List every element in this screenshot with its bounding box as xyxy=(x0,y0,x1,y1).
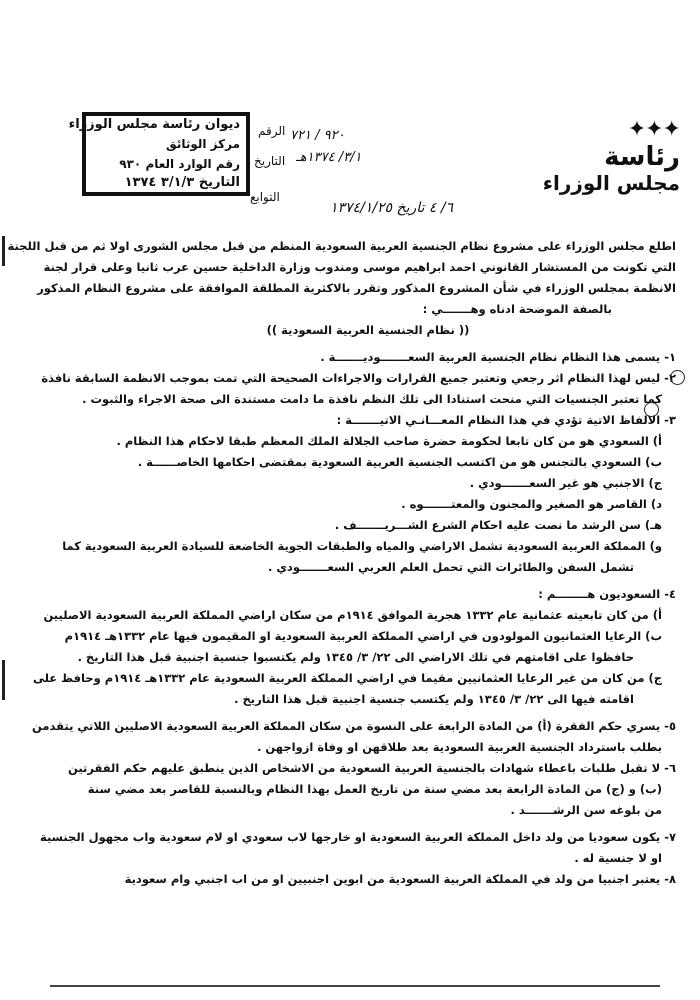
letterhead-name: مجلس الوزراء xyxy=(542,171,680,195)
text-line: د) القاصر هو الصغير والمجنون والمعتـــــــوه . xyxy=(401,497,662,511)
stamp-incoming-number: رقم الوارد العام ٩٣٠ xyxy=(119,156,240,171)
text-line: ج) الاجنبي هو غير السعـــــــودي . xyxy=(469,476,662,490)
text-line: او لا جنسية له . xyxy=(574,851,662,865)
text-line: ١- يسمى هذا النظام نظام الجنسية العربية السعـــــــوديـــــــة . xyxy=(320,350,676,364)
footer-rule xyxy=(50,985,660,987)
text-line: ج) من كان من غير الرعايا العثمانيين مقيما في اراضي المملكة العربية السعودية عام ١٣٣٢هـ ١٩١٤م وحافظ على xyxy=(32,671,662,685)
text-line: أ) من كان تابعيته عثمانية عام ١٣٣٢ هجرية الموافق ١٩١٤م من سكان اراضي المملكة العربية السعودية الاصليين xyxy=(43,608,662,622)
text-line: اقامته فيها الى ٢٢/ ٣/ ١٣٤٥ ولم يكتسب جنسية اجنبية قبل هذا التاريخ . xyxy=(234,692,634,706)
letterhead-top: رئاسة xyxy=(604,142,680,172)
text-line: ب) السعودي بالتجنس هو من اكتسب الجنسية العربية السعودية بمقتضى احكامها الخاصــــــة . xyxy=(137,455,662,469)
text-line: ٧- يكون سعوديا من ولد داخل المملكة العربية السعودية او خارجها لاب سعودي او لام سعودية واب مجهول الجنسية xyxy=(39,830,676,844)
page-edge-mark xyxy=(2,236,5,266)
text-line: ٢- ليس لهذا النظام اثر رجعي وتعتبر جميع القرارات والاجراءات الصحيحة التي تمت بموجب الانظمة السابقة نافذة xyxy=(41,371,676,385)
text-line: ٦- لا تقبل طلبات باعطاء شهادات بالجنسية العربية السعودية من الاشخاص الذين ينطبق عليهم حكم الفقرتين xyxy=(67,761,676,775)
text-line: (ب) و (ج) من المادة الرابعة بعد مضي سنة من تاريخ العمل بهذا النظام وبالنسبة للقاصر بعد مضي سنة xyxy=(87,782,662,796)
text-line: التي تكونت من المستشار القانوني احمد ابراهيم موسى ومندوب وزارة الداخلية حسين عرب ثانيا وعلى قرار لجنة xyxy=(43,260,676,274)
text-line: تشمل السفن والطائرات التي تحمل العلم العربي السعـــــــودي . xyxy=(268,560,634,574)
page-edge-mark xyxy=(2,660,5,700)
text-line: ٨- يعتبر اجنبيا من ولد في المملكة العربية السعودية من ابوين اجنبيين او من اب اجنبي وام سعودية xyxy=(124,872,676,886)
text-line: (( نظام الجنسية العربية السعودية )) xyxy=(266,323,470,337)
text-line: ٥- يسري حكم الفقرة (أ) من المادة الرابعة على النسوة من سكان المملكة العربية السعودية الاصليين اللاتي يتقدمن xyxy=(32,719,676,733)
stamp-subtitle: مركز الوثائق xyxy=(166,137,240,152)
text-line: و) المملكة العربية السعودية تشمل الاراضي والمياه والطبقات الجوية الخاضعة للسيادة العربية السعودية كما xyxy=(62,539,662,553)
text-line: كما تعتبر الجنسيات التي منحت استنادا الى تلك النظم نافذة ما دامت مستندة الى صحة الاجراء والثبوت . xyxy=(82,392,662,406)
text-line: اطلع مجلس الوزراء على مشروع نظام الجنسية العربية السعودية المنظم من قبل مجلس الشورى اولا ثم من قبل اللجنة xyxy=(7,239,676,253)
punch-hole-mark xyxy=(670,370,685,385)
text-line: ٤- السعوديون هــــــــم : xyxy=(538,587,676,601)
text-line: حافظوا على اقامتهم في تلك الاراضي الى ٢٢/ ٣/ ١٣٤٥ ولم يكتسبوا جنسية اجنبية قبل هذا التاريخ . xyxy=(77,650,634,664)
text-line: من بلوغه سن الرشـــــــد . xyxy=(510,803,662,817)
text-line: ٣- الالفاظ الاتية تؤدي في هذا النظام المعـــانـي الاتيـــــــة : xyxy=(336,413,676,427)
text-line: بالصفة الموضحة ادناه وهـــــــي : xyxy=(422,302,612,316)
resolution-body xyxy=(7,236,676,890)
reference-date: ٣/١/ ١٣٧٤هـ xyxy=(296,150,362,165)
stamp-date: التاريخ ٣/١/٣ ١٣٧٤ xyxy=(124,174,240,190)
stamp-title: ديوان رئاسة مجلس الوزراء xyxy=(68,117,240,132)
text-line: ب) الرعايا العثمانيون المولودون في اراضي المملكة العربية السعودية او المقيمون فيها عام ١٣٣٢هـ ١٩١٤م xyxy=(64,629,662,643)
number-label: الرقم xyxy=(258,124,286,138)
date-label: التاريخ xyxy=(254,154,286,168)
text-line: بطلب باسترداد الجنسية العربية السعودية بعد طلاقهن او وفاة ازواجهن . xyxy=(257,740,662,754)
letterhead-logo xyxy=(520,118,680,200)
text-line: أ) السعودي هو من كان تابعا لحكومة حضرة صاحب الجلالة الملك المعظم طبقا لاحكام هذا النظام . xyxy=(116,434,662,448)
text-line: الانظمة بمجلس الوزراء في شأن المشروع المذكور وتقرر بالاكثرية المطلقة الموافقة على مشروع النظام المذكور xyxy=(37,281,676,295)
emblem-icon: ✦✦✦ xyxy=(627,117,680,142)
handwritten-session-date: ٦/ ٤ تاريخ ١٣٧٤/١/٢٥ xyxy=(330,200,454,216)
attachments-label: التوابع xyxy=(250,190,280,204)
registry-stamp xyxy=(68,112,250,196)
text-line: هـ) سن الرشد ما نصت عليه احكام الشرع الشـــريـــــــف . xyxy=(334,518,662,532)
reference-number: ٩٢٠ / ٧٢١ xyxy=(290,128,345,143)
punch-hole-mark xyxy=(644,402,659,417)
